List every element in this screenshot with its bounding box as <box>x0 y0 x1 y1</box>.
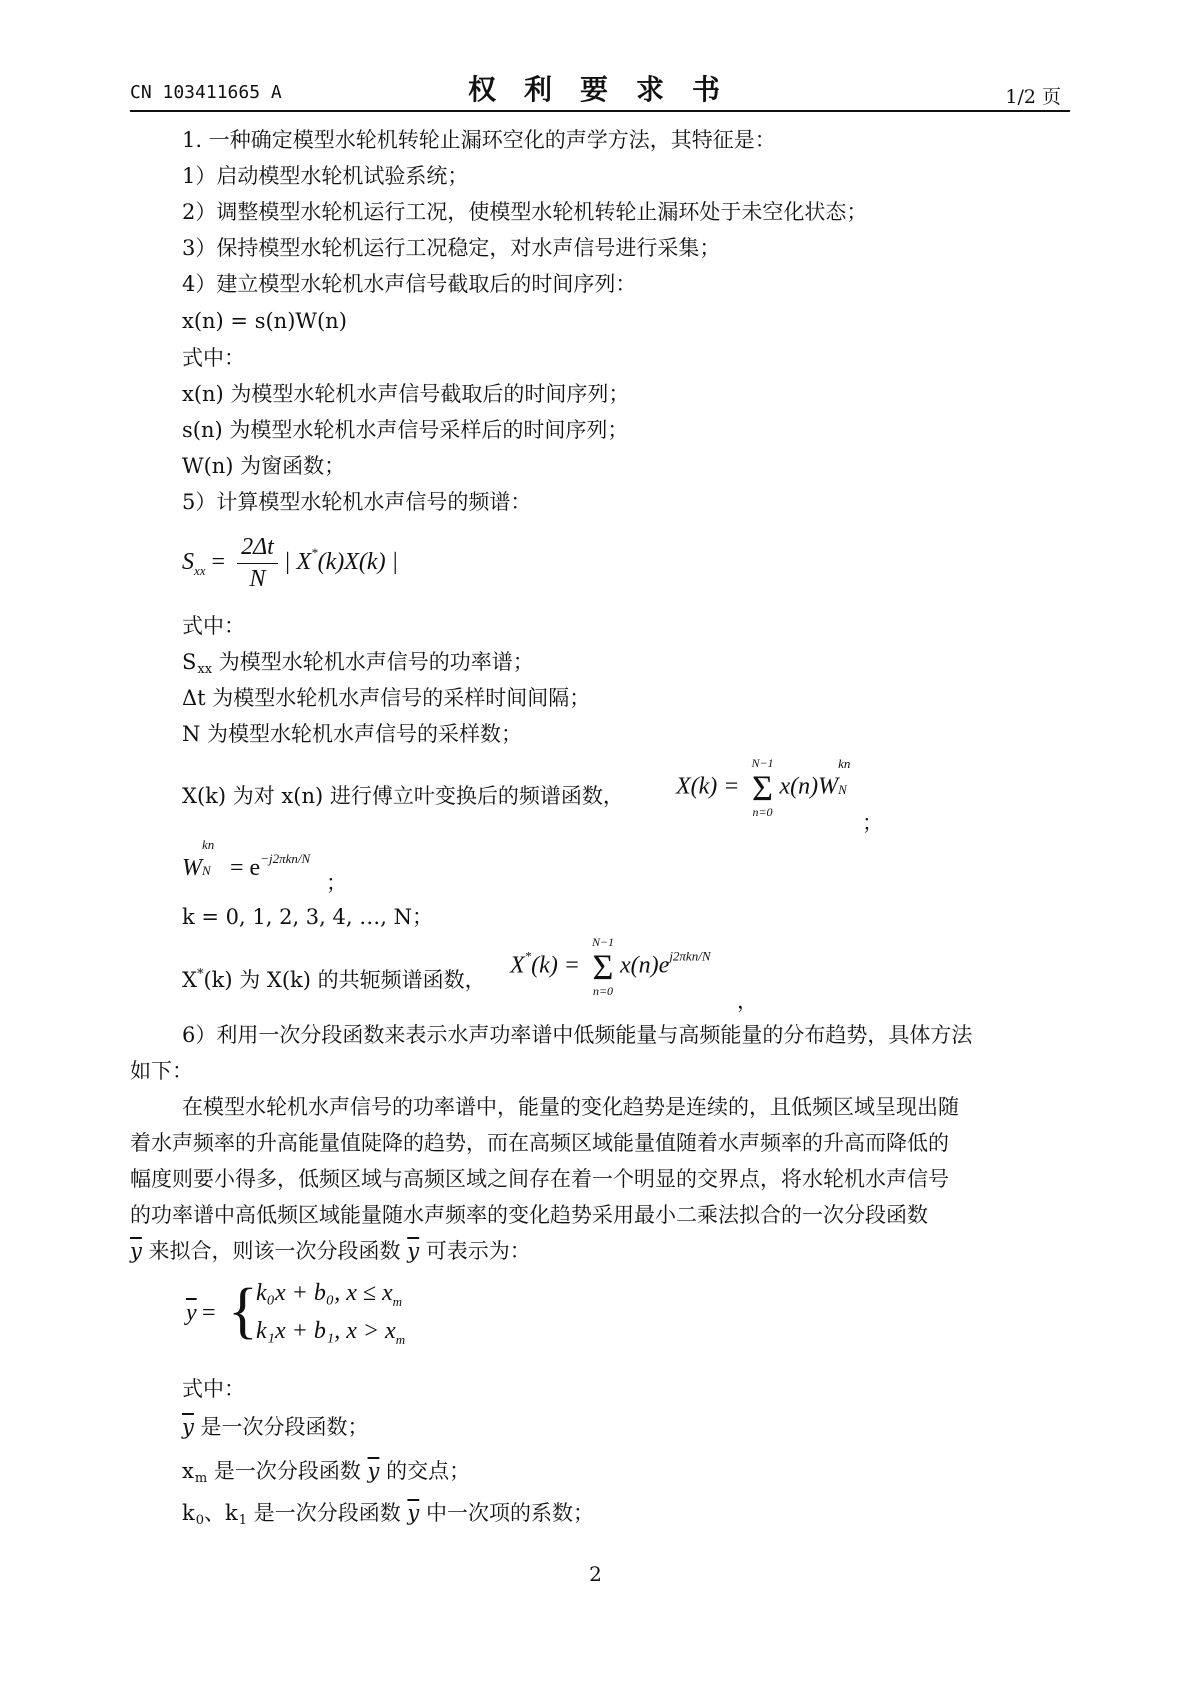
w-equals: = e <box>224 855 261 881</box>
sxx-text-rest: 为模型水轮机水声信号的功率谱； <box>212 650 534 674</box>
w-lhs-subscript: N <box>202 863 211 878</box>
row1-text: k₀x + b₀, x ≤ x <box>256 1280 393 1306</box>
ybar-2: $\overline{y}$ <box>407 1239 420 1263</box>
piecewise-equals: = <box>202 1300 216 1326</box>
ybar-4: $\overline{y}$ <box>367 1459 380 1483</box>
xk-body: x(n)W <box>779 773 839 800</box>
sum-lower-limit: n=0 <box>752 805 773 819</box>
para-line-5 <box>130 1238 531 1264</box>
xm-sub: m <box>194 1471 208 1486</box>
def-delta-t: Δt 为模型水轮机水声信号的采样时间间隔； <box>182 686 591 710</box>
page-counter: 1/2 页 <box>1005 86 1061 108</box>
para-line-1: 在模型水轮机水声信号的功率谱中，能量的变化趋势是连续的，且低频区域呈现出随 <box>182 1095 959 1119</box>
where-label-2: 式中： <box>182 614 245 638</box>
xk-lhs: X(k) = <box>676 773 740 800</box>
sxx-subscript: xx <box>194 563 206 579</box>
def-xk: X(k) 为对 x(n) 进行傅立叶变换后的频谱函数， <box>182 784 624 808</box>
xstar-text-rest: (k) 为 X(k) 的共轭频谱函数， <box>203 968 486 992</box>
def-n: N 为模型水轮机水声信号的采样数； <box>182 722 523 746</box>
para-line-4: 的功率谱中高低频区域能量随水声频率的变化趋势采用最小二乘法拟合的一次分段函数 <box>130 1203 928 1227</box>
abs-body: (k)X(k) | <box>317 549 399 576</box>
formula-conjugate <box>510 936 711 998</box>
xstar-end: ， <box>737 989 758 1013</box>
def-ybar <box>182 1414 369 1440</box>
k0-k: k <box>182 1501 195 1525</box>
step-6-cont: 如下： <box>130 1059 193 1083</box>
formula-twiddle <box>182 837 311 882</box>
left-brace-icon: { <box>228 1277 258 1345</box>
equals-sign: = <box>205 549 226 576</box>
xstar-lhs-rest: (k) = <box>531 952 581 979</box>
piecewise-row-2 <box>256 1318 405 1348</box>
summation-2 <box>588 936 618 998</box>
step-4: 4）建立模型水轮机水声信号截取后的时间序列： <box>182 272 637 296</box>
fraction <box>237 534 278 593</box>
ybar-5: $\overline{y}$ <box>407 1501 420 1525</box>
step-2: 2）调整模型水轮机运行工况，使模型水轮机转轮止漏环处于未空化状态； <box>182 200 868 224</box>
xm-end: 的交点； <box>379 1459 471 1483</box>
formula-piecewise <box>182 1277 406 1352</box>
k-range: k = 0, 1, 2, 3, 4, …, N； <box>182 905 433 929</box>
claim-1-heading: 1. 一种确定模型水轮机转轮止漏环空化的声学方法，其特征是： <box>182 128 776 152</box>
where-label-3: 式中： <box>182 1377 245 1401</box>
row1-sub: m <box>392 1294 403 1309</box>
k0-sub: 0 <box>195 1513 205 1528</box>
step-5: 5）计算模型水轮机水声信号的频谱： <box>182 490 532 514</box>
conjugate-mark: * <box>311 545 318 561</box>
piecewise-lhs: $\overline{y}$ <box>186 1300 197 1326</box>
xk-end: ； <box>862 811 883 835</box>
formula-power-spectrum <box>182 534 398 593</box>
def-ybar-text: 是一次分段函数； <box>193 1415 369 1439</box>
para-line-5-end: 可表示为： <box>419 1239 531 1263</box>
sigma-icon: Σ <box>752 768 773 808</box>
page-number: 2 <box>589 1562 602 1586</box>
def-xm <box>182 1458 470 1492</box>
row2-text: k₁x + b₁, x > x <box>256 1318 396 1344</box>
step-6: 6）利用一次分段函数来表示水声功率谱中低频能量与高频能量的分布趋势，具体方法 <box>182 1023 973 1047</box>
xstar-body: x(n)e <box>620 952 670 979</box>
step-1: 1）启动模型水轮机试验系统； <box>182 164 469 188</box>
w-exponent: −j2πkn/N <box>260 851 311 866</box>
ybar-3: $\overline{y}$ <box>182 1415 194 1439</box>
w-lhs-superscript: kn <box>202 837 215 852</box>
sigma-icon: Σ <box>592 947 614 987</box>
step-3: 3）保持模型水轮机运行工况稳定，对水声信号进行采集； <box>182 236 721 260</box>
para-line-2: 着水声频率的升高能量值陡降的趋势，而在高频区域能量值随着水声频率的升高而降低的 <box>130 1131 949 1155</box>
k1-sub: 1 <box>238 1513 248 1528</box>
w-subscript: N <box>838 781 847 797</box>
def-sxx <box>182 649 534 683</box>
publication-number: CN 103411665 A <box>130 82 282 103</box>
sxx-text-subscript: xx <box>197 662 213 677</box>
sxx-text: S <box>182 650 197 674</box>
w-end: ； <box>326 871 347 895</box>
xm-x: x <box>182 1459 194 1483</box>
k-end: 中一次项的系数； <box>419 1501 594 1525</box>
para-line-3: 幅度则要小得多，低频区域与高频区域之间存在着一个明显的交界点，将水轮机水声信号 <box>130 1167 949 1191</box>
fraction-numerator: 2Δt <box>237 534 278 564</box>
def-xn: x(n) 为模型水轮机水声信号截取后的时间序列； <box>182 382 630 406</box>
def-wn: W(n) 为窗函数； <box>182 454 346 478</box>
xstar-text-sup: * <box>196 967 204 982</box>
fraction-denominator: N <box>249 566 266 592</box>
xm-text: 是一次分段函数 <box>207 1459 368 1483</box>
abs-open: | X <box>283 549 312 576</box>
ybar-1: $\overline{y}$ <box>130 1239 142 1263</box>
sxx-symbol: S <box>182 549 194 576</box>
k1-k: 、k <box>204 1501 238 1525</box>
k-text: 是一次分段函数 <box>247 1501 408 1525</box>
formula-xn: x(n) = s(n)W(n) <box>182 309 347 333</box>
def-k <box>182 1500 594 1534</box>
w-symbol: W <box>182 855 202 881</box>
sum-upper-limit: N−1 <box>751 756 774 770</box>
para-line-5-part: 来拟合，则该一次分段函数 <box>141 1239 408 1263</box>
row2-sub: m <box>395 1332 406 1347</box>
where-label: 式中： <box>182 346 245 370</box>
xstar-exponent: j2πkn/N <box>669 948 711 964</box>
document-title: 权利要求书 <box>468 73 749 106</box>
sum2-upper-limit: N−1 <box>591 935 615 949</box>
xstar-lhs-sup: * <box>524 948 532 964</box>
w-superscript: kn <box>838 755 851 771</box>
header-divider <box>130 110 1070 112</box>
summation <box>748 757 778 819</box>
def-sn: s(n) 为模型水轮机水声信号采样后的时间序列； <box>182 418 629 442</box>
xstar-lhs: X <box>510 952 525 979</box>
piecewise-row-1 <box>256 1280 402 1310</box>
def-xstar <box>182 962 486 993</box>
formula-dft <box>676 757 860 819</box>
sum2-lower-limit: n=0 <box>592 984 614 998</box>
xstar-text: X <box>182 968 197 992</box>
